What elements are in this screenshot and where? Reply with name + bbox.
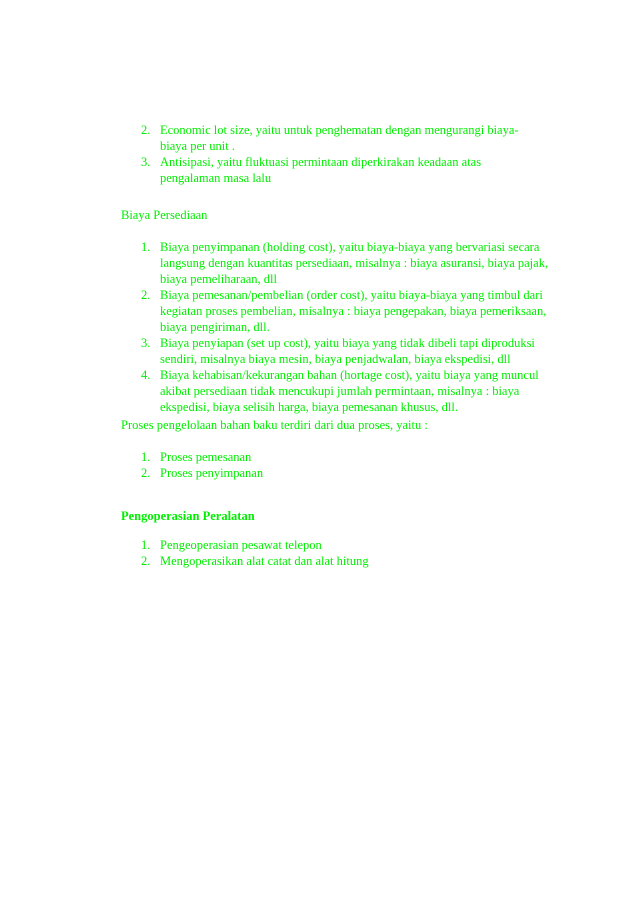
proses-intro-text: Proses pengelolaan bahan baku terdiri dari dua proses, yaitu : (121, 418, 428, 432)
list-number: 2. (141, 554, 151, 568)
list-text: Antisipasi, yaitu fluktuasi permintaan diperkirakan keadaan atas pengalaman masa lalu (160, 155, 482, 185)
list-item (141, 287, 566, 335)
list-number: 2. (141, 466, 151, 480)
list-top (141, 122, 536, 186)
list-number: 2. (141, 288, 151, 302)
list-peralatan (141, 537, 561, 569)
list-item (141, 537, 561, 553)
list-proses (141, 449, 561, 481)
list-item (141, 367, 566, 415)
list-text: Proses penyimpanan (160, 466, 264, 480)
list-number: 4. (141, 368, 151, 382)
list-item (141, 449, 561, 465)
list-biaya (141, 239, 566, 415)
list-text: Mengoperasikan alat catat dan alat hitung (160, 554, 369, 568)
list-text: Proses pemesanan (160, 450, 252, 464)
list-number: 3. (141, 155, 151, 169)
list-item (141, 335, 566, 367)
list-number: 1. (141, 240, 151, 254)
list-text: Pengeoperasian pesawat telepon (160, 538, 322, 552)
list-number: 3. (141, 336, 151, 350)
list-item (141, 553, 561, 569)
list-item (141, 239, 566, 287)
list-number: 1. (141, 538, 151, 552)
list-item (141, 465, 561, 481)
list-text: Biaya pemesanan/pembelian (order cost), yaitu biaya-biaya yang timbul dari kegiatan proses pembelian, misalnya : biaya pengepakan, biaya pemeriksaan, biaya pengiriman, dll. (160, 288, 547, 334)
list-item (141, 154, 536, 186)
list-number: 1. (141, 450, 151, 464)
list-text: Biaya penyiapan (set up cost), yaitu biaya yang tidak dibeli tapi diproduksi sendiri, misalnya biaya mesin, biaya penjadwalan, biaya ekspedisi, dll (160, 336, 535, 366)
section-heading-peralatan: Pengoperasian Peralatan (121, 509, 255, 523)
list-text: Biaya penyimpanan (holding cost), yaitu biaya-biaya yang bervariasi secara langsung dengan kuantitas persediaan, misalnya : biaya asuransi, biaya pajak, biaya pemeliharaan, dll (160, 240, 549, 286)
section-heading-biaya: Biaya Persediaan (121, 208, 208, 222)
list-item (141, 122, 536, 154)
list-number: 2. (141, 123, 151, 137)
list-text: Economic lot size, yaitu untuk penghematan dengan mengurangi biaya-biaya per unit . (160, 123, 519, 153)
list-text: Biaya kehabisan/kekurangan bahan (hortage cost), yaitu biaya yang muncul akibat persediaan tidak mencukupi jumlah permintaan, misalnya : biaya ekspedisi, biaya selisih harga, biaya pemesanan khusus, dll. (160, 368, 539, 414)
